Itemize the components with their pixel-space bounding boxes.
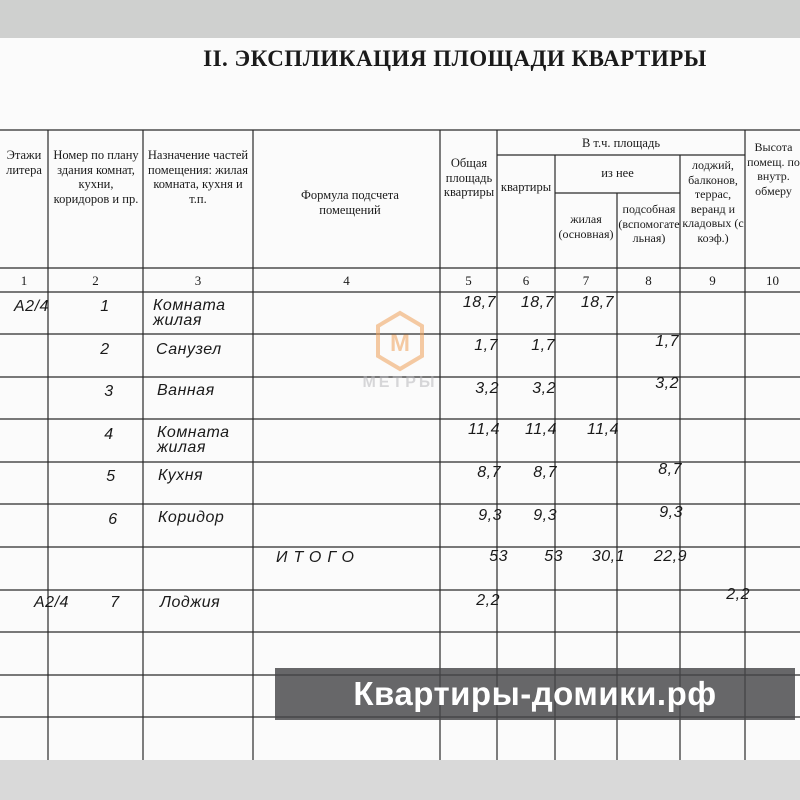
header-loggia: лоджий, балконов, террас, веранд и кладовых (с коэф.) bbox=[682, 158, 744, 245]
header-purpose: Назначение частей помещения: жилая комната, кухня и т.п. bbox=[147, 148, 249, 206]
cell-room-name: Кухня bbox=[158, 467, 204, 484]
cell-apartment-area: 53 bbox=[544, 548, 563, 565]
cell-total-area: 53 bbox=[489, 548, 508, 565]
cell-number: 1 bbox=[100, 298, 110, 315]
cell-total-area: 2,2 bbox=[476, 592, 500, 609]
header-incl-area: В т.ч. площадь bbox=[581, 136, 661, 150]
column-number: 7 bbox=[582, 273, 590, 288]
cell-living-area: 11,4 bbox=[587, 421, 619, 438]
column-number: 8 bbox=[645, 273, 652, 288]
cell-room-name: Комната жилая bbox=[157, 424, 230, 456]
cell-total-label: ИТОГО bbox=[276, 549, 360, 566]
column-number: 9 bbox=[709, 273, 716, 288]
cell-auxiliary-area: 1,7 bbox=[655, 333, 679, 350]
cell-apartment-area: 18,7 bbox=[520, 294, 554, 311]
cell-floor: А2/4 bbox=[14, 298, 49, 315]
cell-number: 2 bbox=[100, 341, 110, 358]
cell-total-area: 8,7 bbox=[477, 464, 501, 481]
column-number: 3 bbox=[194, 273, 202, 288]
cell-room-name: Коридор bbox=[158, 509, 225, 526]
scan-bottom-margin bbox=[0, 760, 800, 800]
cell-total-area: 11,4 bbox=[468, 421, 500, 438]
cell-total-area: 3,2 bbox=[475, 380, 499, 397]
cell-auxiliary-area: 8,7 bbox=[658, 461, 682, 478]
metry-watermark bbox=[345, 310, 455, 392]
metry-logo-icon bbox=[375, 310, 425, 372]
cell-loggia-area: 2,2 bbox=[726, 586, 750, 603]
column-number: 6 bbox=[522, 273, 530, 288]
cell-apartment-area: 8,7 bbox=[533, 464, 557, 481]
cell-floor: А2/4 bbox=[34, 594, 69, 611]
cell-room-name: Ванная bbox=[157, 382, 215, 399]
cell-apartment-area: 9,3 bbox=[533, 507, 557, 524]
cell-number: 5 bbox=[106, 468, 116, 485]
column-number: 4 bbox=[343, 273, 350, 288]
cell-apartment-area: 1,7 bbox=[531, 337, 555, 354]
header-of-which: из нее bbox=[601, 166, 634, 180]
document-title: II. ЭКСПЛИКАЦИЯ ПЛОЩАДИ КВАРТИРЫ bbox=[203, 46, 707, 71]
cell-room-name: Санузел bbox=[156, 341, 222, 358]
header-total-area: Общая площадь квартиры bbox=[443, 156, 495, 199]
cell-auxiliary-area: 22,9 bbox=[653, 548, 687, 565]
cell-apartment-area: 3,2 bbox=[532, 380, 556, 397]
watermark-text: МЕТРЫ bbox=[362, 374, 438, 391]
column-number: 2 bbox=[92, 273, 99, 288]
logo-letter: М bbox=[390, 330, 410, 357]
cell-number: 7 bbox=[110, 594, 120, 611]
cell-total-area: 18,7 bbox=[462, 294, 496, 311]
cell-living-area: 30,1 bbox=[591, 548, 625, 565]
header-plan-number: Номер по плану здания комнат, кухни, коридоров и пр. bbox=[53, 148, 139, 206]
site-banner: Квартиры-домики.рф bbox=[275, 668, 795, 720]
column-number: 5 bbox=[465, 273, 472, 288]
cell-apartment-area: 11,4 bbox=[525, 421, 557, 438]
column-number: 10 bbox=[766, 273, 779, 288]
header-auxiliary: подсобная (вспомогательная) bbox=[618, 202, 680, 245]
cell-room-name: Лоджия bbox=[160, 594, 221, 611]
cell-number: 3 bbox=[104, 383, 114, 400]
cell-number: 4 bbox=[104, 426, 114, 443]
cell-room-name: Комната жилая bbox=[153, 297, 226, 329]
cell-total-area: 9,3 bbox=[478, 507, 502, 524]
cell-auxiliary-area: 3,2 bbox=[655, 375, 679, 392]
header-apartment: квартиры bbox=[500, 180, 552, 194]
header-living: жилая (основная) bbox=[558, 212, 614, 241]
cell-auxiliary-area: 9,3 bbox=[659, 504, 683, 521]
cell-living-area: 18,7 bbox=[580, 294, 614, 311]
header-floor: Этажи литера bbox=[6, 148, 42, 177]
cell-number: 6 bbox=[108, 511, 118, 528]
cell-total-area: 1,7 bbox=[474, 337, 498, 354]
column-number: 1 bbox=[20, 273, 28, 288]
header-height: Высота помещ. по внутр. обмеру bbox=[747, 140, 800, 198]
header-formula: Формула подсчета помещений bbox=[301, 188, 399, 217]
